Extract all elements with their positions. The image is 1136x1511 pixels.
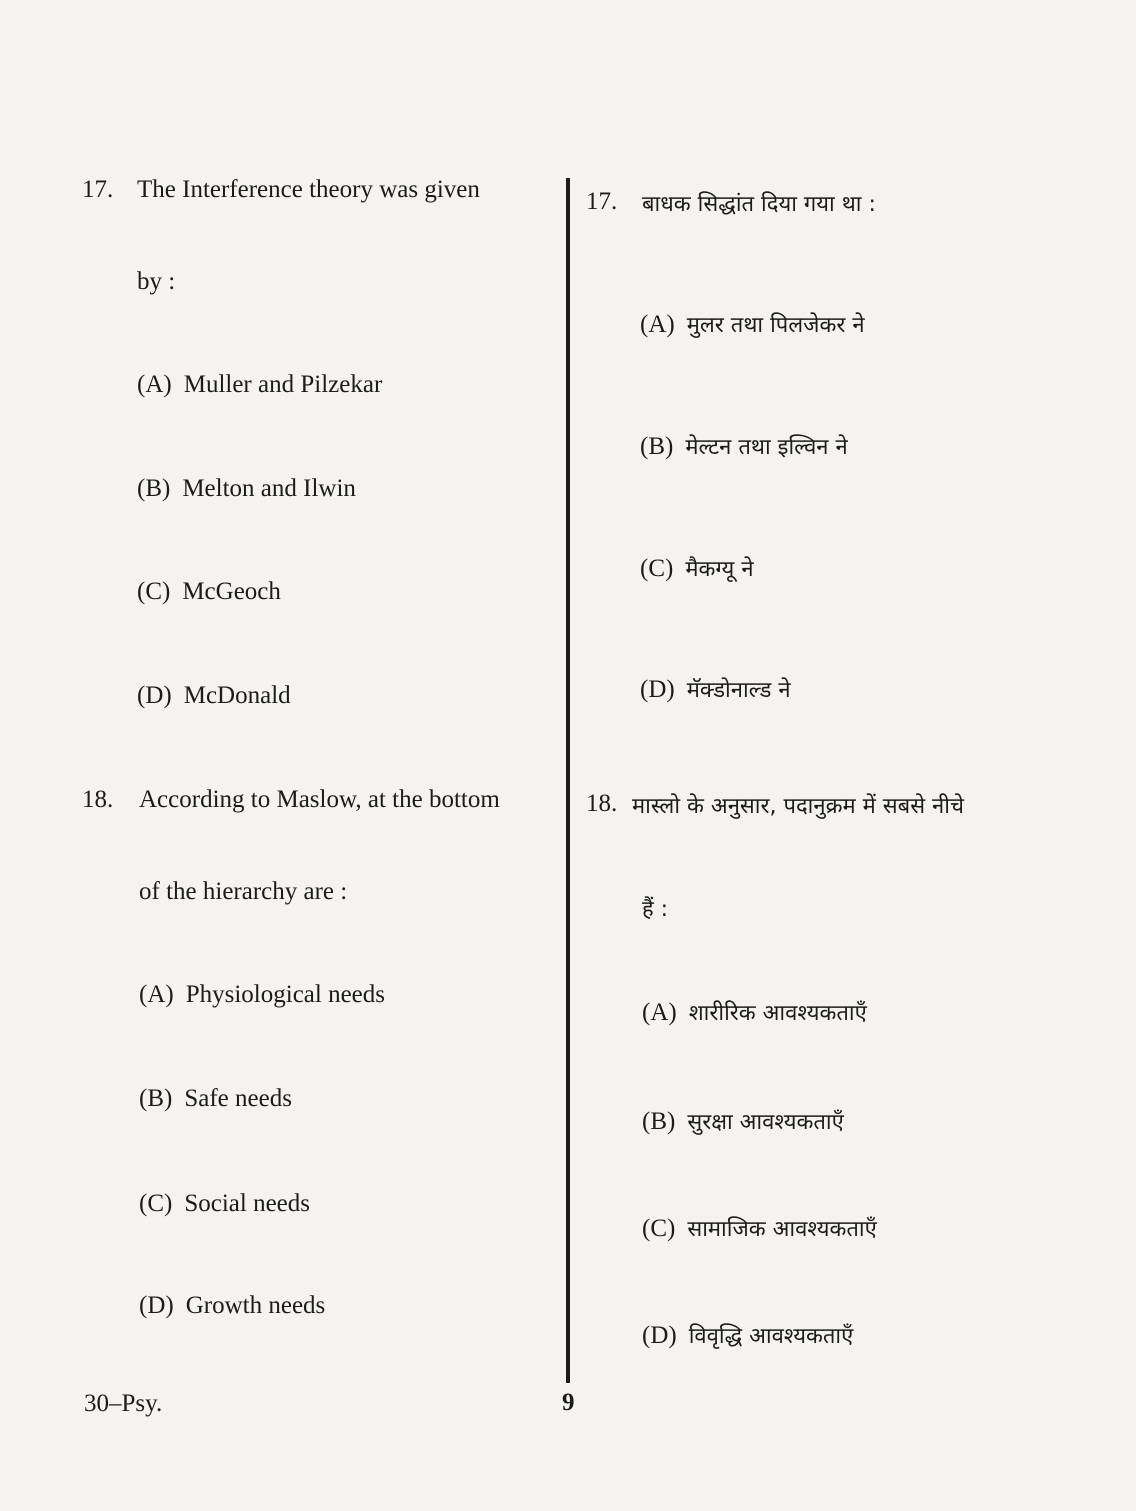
option-label: (C): [137, 578, 171, 605]
option-text: सामाजिक आवश्यकताएँ: [687, 1217, 877, 1242]
question-17-text: The Interference theory was given: [137, 176, 480, 203]
q18-option-b: [139, 1085, 292, 1113]
hindi-question-18-number: 18.: [586, 790, 618, 817]
question-18-number: 18.: [82, 786, 114, 813]
option-label: (C): [139, 1190, 173, 1217]
option-label: (A): [139, 981, 174, 1008]
option-label: (D): [640, 676, 675, 703]
option-label: (C): [642, 1215, 676, 1242]
option-text: मेल्टन तथा इल्विन ने: [685, 435, 848, 460]
option-text: मॅक्डोनाल्ड ने: [686, 678, 791, 703]
hindi-question-17-text: बाधक सिद्धांत दिया गया था :: [642, 192, 876, 217]
hindi-q17-option-c: [640, 553, 754, 583]
q18-option-a: [139, 981, 385, 1009]
question-17-number: 17.: [82, 176, 114, 203]
hindi-q18-option-d: [642, 1320, 853, 1350]
q17-option-d: [137, 682, 291, 710]
option-text: Physiological needs: [185, 981, 385, 1008]
hindi-q17-option-d: [640, 674, 791, 704]
q17-option-a: [137, 371, 382, 399]
hindi-question-17-number: 17.: [586, 188, 618, 215]
question-17-text-cont: by :: [137, 268, 176, 295]
option-text: Growth needs: [185, 1292, 326, 1319]
option-text: विवृद्धि आवश्यकताएँ: [688, 1324, 854, 1349]
option-text: Muller and Pilzekar: [183, 371, 383, 398]
hindi-q18-option-a: [642, 997, 867, 1027]
option-label: (B): [137, 475, 171, 502]
question-18-text: According to Maslow, at the bottom: [139, 786, 500, 813]
hindi-question-18-text-cont: हैं :: [642, 897, 669, 922]
option-text: McDonald: [183, 682, 291, 709]
hindi-q18-option-b: [642, 1106, 844, 1136]
q18-option-d: [139, 1292, 325, 1320]
option-text: मैकग्यू ने: [685, 557, 754, 582]
option-text: Social needs: [184, 1190, 310, 1217]
option-label: (A): [137, 371, 172, 398]
q17-option-b: [137, 475, 356, 503]
hindi-q18-option-c: [642, 1213, 877, 1243]
option-text: मुलर तथा पिलजेकर ने: [686, 313, 865, 338]
question-18-text-cont: of the hierarchy are :: [139, 878, 348, 905]
subject-code: 30–Psy.: [84, 1390, 163, 1417]
option-label: (B): [139, 1085, 173, 1112]
option-text: Melton and Ilwin: [182, 475, 356, 502]
option-label: (C): [640, 555, 674, 582]
option-label: (B): [642, 1108, 676, 1135]
option-text: सुरक्षा आवश्यकताएँ: [687, 1110, 844, 1135]
option-text: शारीरिक आवश्यकताएँ: [688, 1001, 867, 1026]
q17-option-c: [137, 578, 281, 606]
page-number: 9: [562, 1389, 575, 1416]
hindi-q17-option-a: [640, 309, 865, 339]
option-label: (D): [137, 682, 172, 709]
hindi-q17-option-b: [640, 431, 848, 461]
option-text: Safe needs: [184, 1085, 292, 1112]
option-label: (D): [139, 1292, 174, 1319]
hindi-question-18-text: मास्लो के अनुसार, पदानुक्रम में सबसे नीचे: [632, 794, 964, 819]
option-label: (A): [642, 999, 677, 1026]
option-label: (B): [640, 433, 674, 460]
option-text: McGeoch: [182, 578, 281, 605]
column-divider: [566, 178, 570, 1383]
q18-option-c: [139, 1190, 310, 1218]
option-label: (D): [642, 1322, 677, 1349]
option-label: (A): [640, 311, 675, 338]
